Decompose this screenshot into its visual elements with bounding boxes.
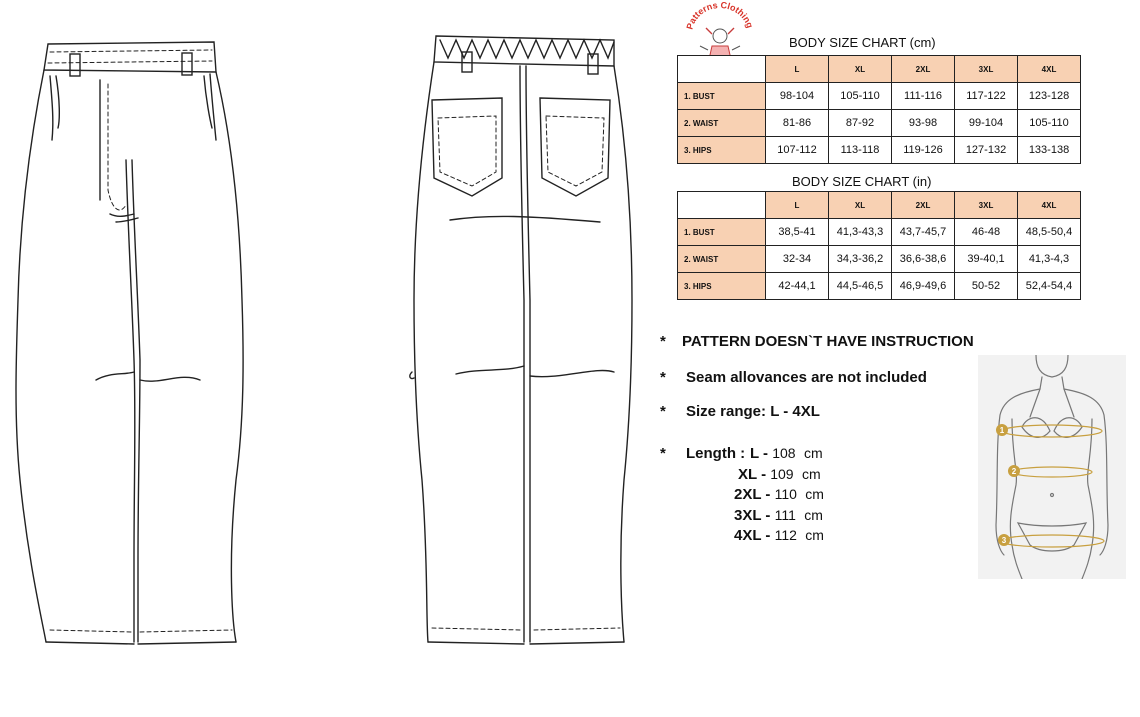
length-row xyxy=(734,527,824,544)
table-cell: 46-48 xyxy=(955,219,1018,246)
table-cell: 41,3-4,3 xyxy=(1018,246,1081,273)
bullet-star: * xyxy=(660,333,666,350)
table-cell: 107-112 xyxy=(766,137,829,164)
length-unit: cm xyxy=(803,445,823,461)
length-value: 112 xyxy=(774,527,797,543)
length-row xyxy=(734,507,823,524)
length-size: XL - xyxy=(738,466,767,483)
table-cell: 93-98 xyxy=(892,110,955,137)
size-header: 3XL xyxy=(955,192,1018,219)
length-size: 3XL - xyxy=(734,507,771,524)
length-unit: cm xyxy=(805,527,824,543)
table-cell: 119-126 xyxy=(892,137,955,164)
table-corner-cell xyxy=(678,56,766,83)
marker-2-label: 2 xyxy=(1011,467,1017,476)
logo-text: Patterns Clothing xyxy=(684,2,756,31)
table-cell: 127-132 xyxy=(955,137,1018,164)
size-header: XL xyxy=(829,56,892,83)
table-cell: 81-86 xyxy=(766,110,829,137)
table-cell: 123-128 xyxy=(1018,83,1081,110)
length-label: Length : xyxy=(686,445,746,462)
size-header: 3XL xyxy=(955,56,1018,83)
row-label-hips: 3. HIPS xyxy=(678,137,766,164)
table-cell: 44,5-46,5 xyxy=(829,273,892,300)
length-value: 111 xyxy=(774,507,796,523)
size-header: 2XL xyxy=(892,56,955,83)
size-header: L xyxy=(766,56,829,83)
instruction-text: PATTERN DOESN`T HAVE INSTRUCTION xyxy=(682,333,974,350)
svg-text:Patterns Clothing xyxy=(684,2,755,31)
table-cell: 113-118 xyxy=(829,137,892,164)
size-header: L xyxy=(766,192,829,219)
note-size-range xyxy=(660,403,820,420)
table-cell: 111-116 xyxy=(892,83,955,110)
note-seam xyxy=(660,369,927,386)
table-cell: 133-138 xyxy=(1018,137,1081,164)
row-label-waist: 2. WAIST xyxy=(678,246,766,273)
table-cell: 41,3-43,3 xyxy=(829,219,892,246)
table-cell: 36,6-38,6 xyxy=(892,246,955,273)
table-cell: 43,7-45,7 xyxy=(892,219,955,246)
table-row xyxy=(678,137,1081,164)
length-unit: cm xyxy=(804,507,823,523)
marker-3-label: 3 xyxy=(1001,536,1007,545)
front-view-pants-sketch xyxy=(0,0,270,717)
female-body-figure xyxy=(978,355,1126,579)
length-size: 2XL - xyxy=(734,486,771,503)
table-row xyxy=(678,219,1081,246)
table-cell: 34,3-36,2 xyxy=(829,246,892,273)
row-label-hips: 3. HIPS xyxy=(678,273,766,300)
bullet-star: * xyxy=(660,403,666,420)
size-chart-cm-table xyxy=(677,55,1081,164)
row-label-bust: 1. BUST xyxy=(678,219,766,246)
length-unit: cm xyxy=(801,466,821,482)
table-cell: 105-110 xyxy=(829,83,892,110)
length-row xyxy=(738,466,821,483)
row-label-waist: 2. WAIST xyxy=(678,110,766,137)
table-corner-cell xyxy=(678,192,766,219)
size-header: 4XL xyxy=(1018,192,1081,219)
length-value: 109 xyxy=(770,466,794,482)
table-header-row xyxy=(678,192,1081,219)
table-row xyxy=(678,110,1081,137)
length-row xyxy=(750,445,823,462)
length-size: L - xyxy=(750,445,769,462)
table-cell: 50-52 xyxy=(955,273,1018,300)
length-row xyxy=(734,486,824,503)
note-length xyxy=(660,445,745,462)
marker-1-label: 1 xyxy=(999,426,1005,435)
table-cell: 42-44,1 xyxy=(766,273,829,300)
bullet-star: * xyxy=(660,369,666,386)
body-measurement-diagram xyxy=(978,355,1126,579)
table-cell: 98-104 xyxy=(766,83,829,110)
table-cell: 99-104 xyxy=(955,110,1018,137)
table-cell: 52,4-54,4 xyxy=(1018,273,1081,300)
table-cell: 38,5-41 xyxy=(766,219,829,246)
row-label-bust: 1. BUST xyxy=(678,83,766,110)
table-cell: 39-40,1 xyxy=(955,246,1018,273)
table-header-row xyxy=(678,56,1081,83)
table-row xyxy=(678,246,1081,273)
size-chart-in-title: BODY SIZE CHART (in) xyxy=(792,174,932,189)
size-header: 4XL xyxy=(1018,56,1081,83)
table-cell: 32-34 xyxy=(766,246,829,273)
table-cell: 117-122 xyxy=(955,83,1018,110)
bullet-star: * xyxy=(660,445,666,462)
length-value: 108 xyxy=(772,445,796,461)
size-header: XL xyxy=(829,192,892,219)
length-value: 110 xyxy=(774,486,797,502)
seam-text: Seam allovances are not included xyxy=(686,369,927,386)
table-row xyxy=(678,273,1081,300)
note-instruction xyxy=(660,333,974,350)
length-unit: cm xyxy=(805,486,824,502)
size-header: 2XL xyxy=(892,192,955,219)
table-cell: 105-110 xyxy=(1018,110,1081,137)
length-size: 4XL - xyxy=(734,527,771,544)
table-row xyxy=(678,83,1081,110)
size-chart-cm-title: BODY SIZE CHART (cm) xyxy=(789,35,936,50)
table-cell: 46,9-49,6 xyxy=(892,273,955,300)
table-cell: 87-92 xyxy=(829,110,892,137)
table-cell: 48,5-50,4 xyxy=(1018,219,1081,246)
size-range-text: Size range: L - 4XL xyxy=(686,403,820,420)
size-chart-in-table xyxy=(677,191,1081,300)
back-view-pants-sketch xyxy=(400,0,650,717)
